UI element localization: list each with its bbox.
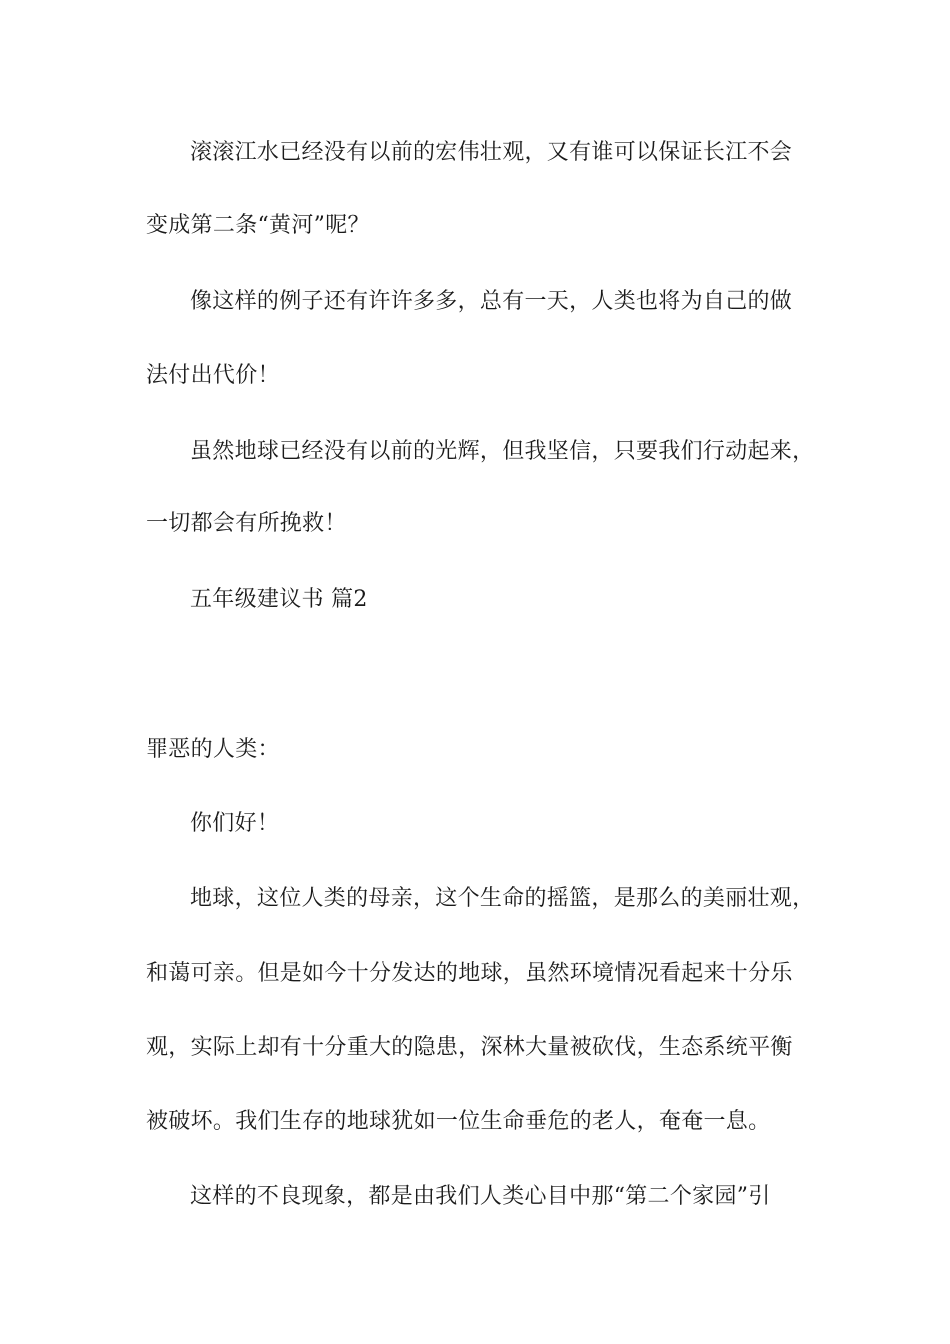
letter-salutation: 罪恶的人类：: [146, 737, 280, 762]
paragraph-line: 滚滚江水已经没有以前的宏伟壮观，又有谁可以保证长江不会: [190, 140, 793, 165]
paragraph-line: 地球，这位人类的母亲，这个生命的摇篮，是那么的美丽壮观，: [190, 886, 815, 911]
paragraph-line: 像这样的例子还有许许多多，总有一天，人类也将为自己的做: [190, 289, 793, 314]
paragraph-line: 虽然地球已经没有以前的光辉，但我坚信，只要我们行动起来，: [190, 439, 815, 464]
paragraph-line: 和蔼可亲。但是如今十分发达的地球，虽然环境情况看起来十分乐: [146, 961, 793, 986]
paragraph-line: 一切都会有所挽救！: [146, 511, 347, 536]
paragraph-line: 这样的不良现象，都是由我们人类心目中那“第二个家园”引: [190, 1184, 771, 1209]
letter-greeting: 你们好！: [190, 811, 280, 836]
paragraph-line: 观，实际上却有十分重大的隐患，深林大量被砍伐，生态系统平衡: [146, 1035, 793, 1060]
section-heading: 五年级建议书 篇2: [190, 587, 368, 612]
paragraph-line: 被破坏。我们生存的地球犹如一位生命垂危的老人，奄奄一息。: [146, 1109, 771, 1134]
paragraph-line: 法付出代价！: [146, 363, 280, 388]
paragraph-line: 变成第二条“黄河”呢？: [146, 213, 370, 238]
